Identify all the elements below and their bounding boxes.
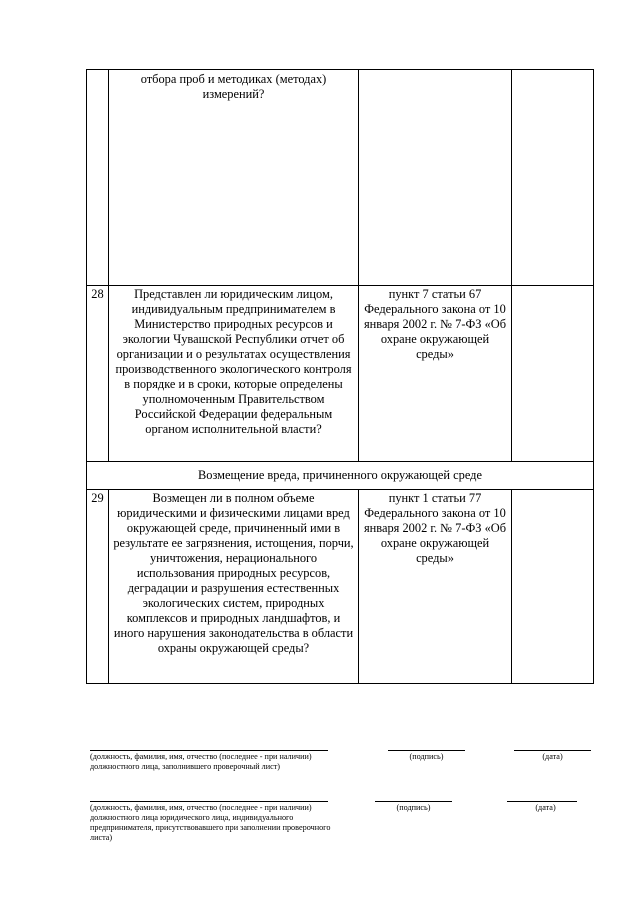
date-caption: (дата) — [542, 752, 563, 761]
signature-line[interactable] — [388, 750, 465, 751]
position-line[interactable] — [90, 801, 328, 802]
row-number: 28 — [87, 286, 109, 462]
date-line[interactable] — [507, 801, 577, 802]
row-reference: пункт 7 статьи 67 Федерального закона от 10 января 2002 г. № 7-ФЗ «Об охране окружающей среды» — [359, 286, 512, 462]
row-number — [87, 70, 109, 286]
row-question: Представлен ли юридическим лицом, индивидуальным предпринимателем в Министерство природных ресурсов и экологии Чувашской Республики отчет об организации и о результатах осуществления производственного экологического контроля в порядке и в сроки, которые определены уполномоченным Правительством Российской Федерации федеральным органом исполнительной власти? — [109, 286, 359, 462]
row-question: Возмещен ли в полном объеме юридическими и физическими лицами вред окружающей среде, причиненный ими в результате ее загрязнения, истощения, порчи, уничтожения, нерационального использования природных ресурсов, деградации и разрушения естественных экологических систем, природных комплексов и природных ландшафтов, и иного нарушения законодательства в области охраны окружающей среды? — [109, 490, 359, 684]
position-caption: (должность, фамилия, имя, отчество (последнее - при наличии) должностного лица юридического лица, индивидуального предпринимателя, присутствовавшего при заполнении проверочного листа) — [90, 803, 331, 842]
date-caption: (дата) — [535, 803, 556, 812]
signature-caption: (подпись) — [396, 803, 431, 812]
row-reference: пункт 1 статьи 77 Федерального закона от 10 января 2002 г. № 7-ФЗ «Об охране окружающей среды» — [359, 490, 512, 684]
table-row — [87, 490, 594, 684]
signature-line[interactable] — [375, 801, 452, 802]
position-caption: (должность, фамилия, имя, отчество (последнее - при наличии) должностного лица, заполнившего проверочный лист) — [90, 752, 312, 771]
row-mark-cell[interactable] — [512, 70, 594, 286]
row-reference — [359, 70, 512, 286]
date-line[interactable] — [514, 750, 591, 751]
signature-caption: (подпись) — [409, 752, 444, 761]
row-number: 29 — [87, 490, 109, 684]
row-mark-cell[interactable] — [512, 286, 594, 462]
position-line[interactable] — [90, 750, 328, 751]
table-row — [87, 70, 594, 286]
row-question: отбора проб и методиках (методах) измерений? — [109, 70, 359, 286]
checklist-table — [86, 69, 594, 684]
table-row — [87, 286, 594, 462]
section-heading: Возмещение вреда, причиненного окружающей среде — [87, 462, 594, 490]
section-row — [87, 462, 594, 490]
row-mark-cell[interactable] — [512, 490, 594, 684]
